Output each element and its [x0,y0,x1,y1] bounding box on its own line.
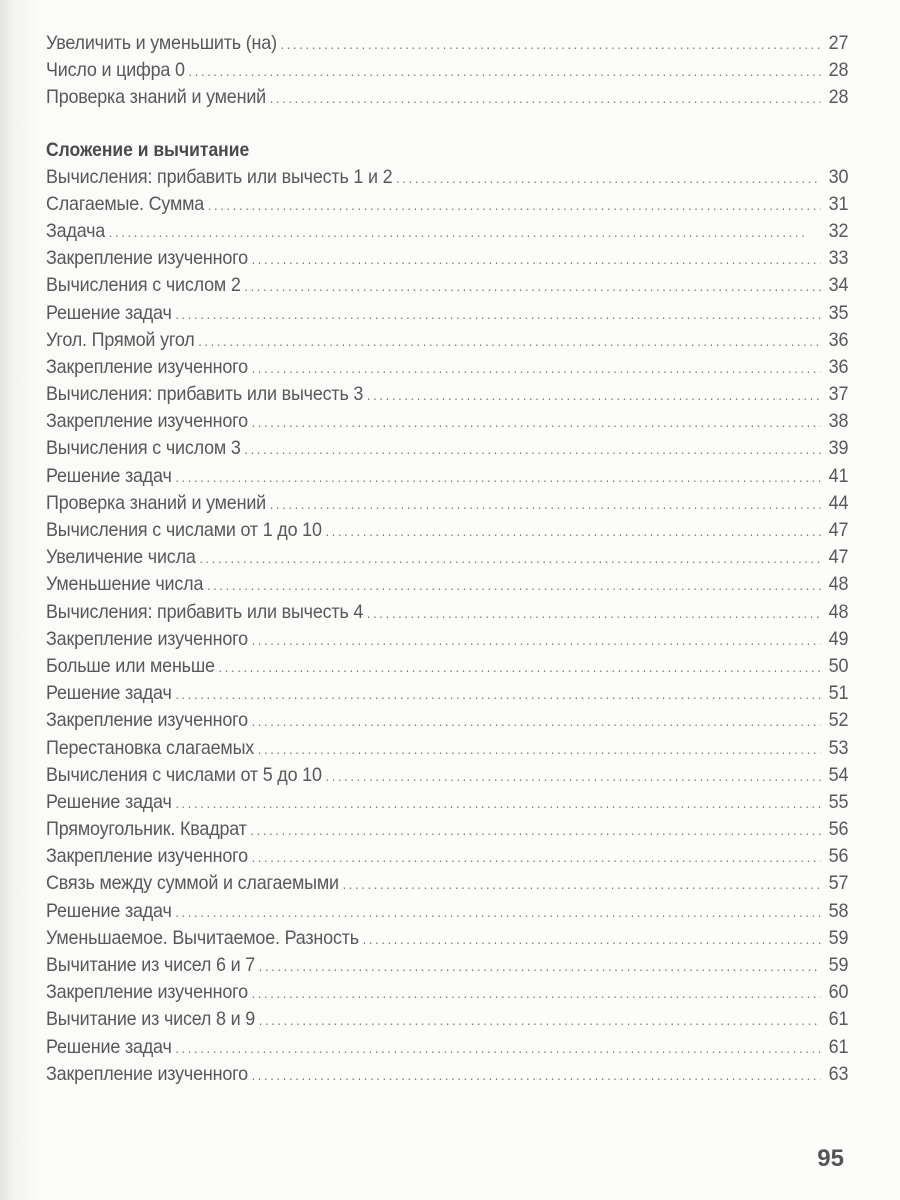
toc-entry-title: Закрепление изученного [46,845,248,868]
dot-leader [281,36,821,52]
toc-entry-title: Проверка знаний и умений [46,86,267,109]
toc-entry-page: 47 [828,546,849,569]
toc-entry-title: Уменьшаемое. Вычитаемое. Разность [46,926,359,949]
toc-entry-page: 63 [828,1062,849,1085]
toc-entry-title: Увеличить и уменьшить (на) [46,32,277,54]
toc-entry [46,519,848,546]
toc-entry-page: 39 [828,437,849,460]
dot-leader [270,496,821,512]
toc-entry [46,682,848,709]
toc-entry-title: Больше или меньше [46,654,215,677]
dot-leader [259,1012,821,1028]
toc-entry-title: Вычисления с числами от 1 до 10 [46,519,322,541]
toc-entry-page: 48 [828,573,849,596]
toc-entry [46,32,848,59]
dot-leader [198,333,820,349]
toc-entry-page: 49 [828,627,849,650]
dot-leader [396,170,821,186]
dot-leader [244,441,820,457]
toc-entry-title: Увеличение числа [46,546,196,569]
toc-entry-page: 50 [828,654,849,677]
toc-entry-title: Решение задач [46,899,172,922]
toc-entry [46,981,848,1008]
toc-entry-page: 32 [828,219,849,242]
toc-entry-title: Закрепление изученного [46,709,248,732]
toc-entry-page: 56 [828,818,849,841]
dot-leader [252,360,821,376]
dot-leader [175,1040,820,1056]
toc-entry-page: 52 [828,709,849,732]
page-number: 95 [817,1145,844,1172]
toc-entry-page: 33 [828,247,849,270]
toc-entry [46,655,848,682]
toc-entry [46,437,848,464]
dot-leader [258,741,821,757]
toc-entry [46,601,848,628]
toc-entry-title: Решение задач [46,790,172,813]
dot-leader [363,931,821,947]
toc-entry-page: 44 [828,491,849,514]
toc-entry-page: 28 [828,86,849,109]
toc-entry-title: Прямоугольник. Квадрат [46,818,247,841]
toc-entry [46,818,848,845]
toc-entry [46,166,848,193]
toc-entry [46,954,848,981]
toc-entry [46,1008,848,1035]
toc-entry-page: 41 [828,464,849,487]
dot-leader [252,713,821,729]
toc-entry [46,900,848,927]
toc-entry [46,329,848,356]
toc-entry-title: Решение задач [46,301,172,324]
dot-leader [252,1067,821,1083]
dot-leader [175,904,820,920]
toc-entry [46,220,848,247]
dot-leader [199,550,820,566]
toc-entry [46,872,848,899]
toc-entry-page: 56 [828,845,849,868]
dot-leader [252,632,821,648]
toc-entry-page: 60 [828,981,849,1004]
toc-entry-page: 57 [828,872,849,895]
toc-entry-title: Угол. Прямой угол [46,328,195,351]
dot-leader [188,63,820,79]
toc-entry-title: Закрепление изученного [46,355,248,378]
toc-entry-page: 34 [828,274,849,297]
dot-leader [325,768,820,784]
dot-leader [244,278,820,294]
dot-leader [175,686,820,702]
toc-entry-title: Вычисления: прибавить или вычесть 3 [46,383,364,406]
toc-entry-page: 59 [828,926,849,949]
toc-entry-page: 37 [828,383,849,406]
toc-entry-page: 61 [828,1035,849,1058]
dot-leader [270,90,821,106]
toc-entry-title: Перестановка слагаемых [46,736,255,759]
toc-entry-page: 35 [828,301,849,324]
toc-entry-page: 31 [828,192,849,215]
toc-entry-title: Закрепление изученного [46,981,248,1004]
toc-list-before [46,32,848,114]
toc-entry [46,573,848,600]
toc-entry [46,709,848,736]
toc-entry-title: Связь между суммой и слагаемыми [46,872,339,895]
toc-entry-title: Решение задач [46,464,172,487]
toc-entry [46,1063,848,1090]
dot-leader [175,795,820,811]
dot-leader [109,224,821,240]
toc-entry-title: Задача [46,219,106,242]
toc-entry [46,383,848,410]
toc-entry-page: 61 [828,1008,849,1031]
dot-leader [207,577,821,593]
toc-entry-title: Вычисления с числом 2 [46,274,241,297]
toc-entry [46,791,848,818]
toc-entry-page: 27 [828,32,849,54]
toc-entry [46,845,848,872]
table-of-contents [46,32,848,1090]
toc-entry [46,302,848,329]
toc-entry-title: Закрепление изученного [46,247,248,270]
dot-leader [343,876,821,892]
toc-entry [46,764,848,791]
toc-entry [46,737,848,764]
toc-entry [46,492,848,519]
dot-leader [252,251,821,267]
toc-entry [46,465,848,492]
toc-entry [46,628,848,655]
dot-leader [219,659,821,675]
toc-entry [46,274,848,301]
toc-entry [46,86,848,113]
toc-entry-page: 38 [828,410,849,433]
toc-entry-title: Решение задач [46,682,172,705]
dot-leader [252,849,821,865]
toc-entry-title: Вычитание из чисел 8 и 9 [46,1008,256,1031]
toc-entry-page: 47 [828,519,849,541]
toc-entry-page: 36 [828,328,849,351]
toc-entry [46,1036,848,1063]
toc-entry [46,927,848,954]
dot-leader [252,414,821,430]
toc-entry-title: Уменьшение числа [46,573,204,596]
toc-entry-page: 51 [828,682,849,705]
toc-entry-page: 53 [828,736,849,759]
toc-entry-title: Число и цифра 0 [46,59,185,82]
toc-entry-title: Решение задач [46,1035,172,1058]
dot-leader [175,469,820,485]
section-heading: Сложение и вычитание [46,139,250,161]
toc-entry-page: 59 [828,954,849,976]
toc-entry [46,356,848,383]
toc-entry-title: Слагаемые. Сумма [46,192,205,215]
dot-leader [325,523,820,539]
dot-leader [175,306,820,322]
toc-entry-title: Закрепление изученного [46,627,248,650]
toc-entry [46,193,848,220]
toc-entry-title: Вычисления с числами от 5 до 10 [46,763,322,786]
toc-entry-page: 58 [828,899,849,922]
toc-entry [46,546,848,573]
toc-entry-page: 54 [828,763,849,786]
toc-entry-page: 30 [828,165,849,188]
toc-entry-title: Вычисления: прибавить или вычесть 1 и 2 [46,165,393,188]
toc-entry-title: Закрепление изученного [46,410,248,433]
dot-leader [208,197,821,213]
toc-entry-title: Вычисления: прибавить или вычесть 4 [46,600,364,623]
toc-entry-title: Вычисления с числом 3 [46,437,241,460]
dot-leader [250,822,820,838]
toc-entry-title: Закрепление изученного [46,1062,248,1085]
toc-entry-page: 48 [828,600,849,623]
toc-entry-title: Вычитание из чисел 6 и 7 [46,954,256,976]
toc-entry-title: Проверка знаний и умений [46,491,267,514]
dot-leader [259,958,821,974]
toc-list-section [46,166,848,1090]
toc-entry [46,247,848,274]
dot-leader [367,387,821,403]
toc-entry-page: 28 [828,59,849,82]
toc-entry [46,59,848,86]
dot-leader [367,605,821,621]
toc-entry [46,410,848,437]
dot-leader [252,985,821,1001]
toc-entry-page: 55 [828,790,849,813]
toc-entry-page: 36 [828,355,849,378]
